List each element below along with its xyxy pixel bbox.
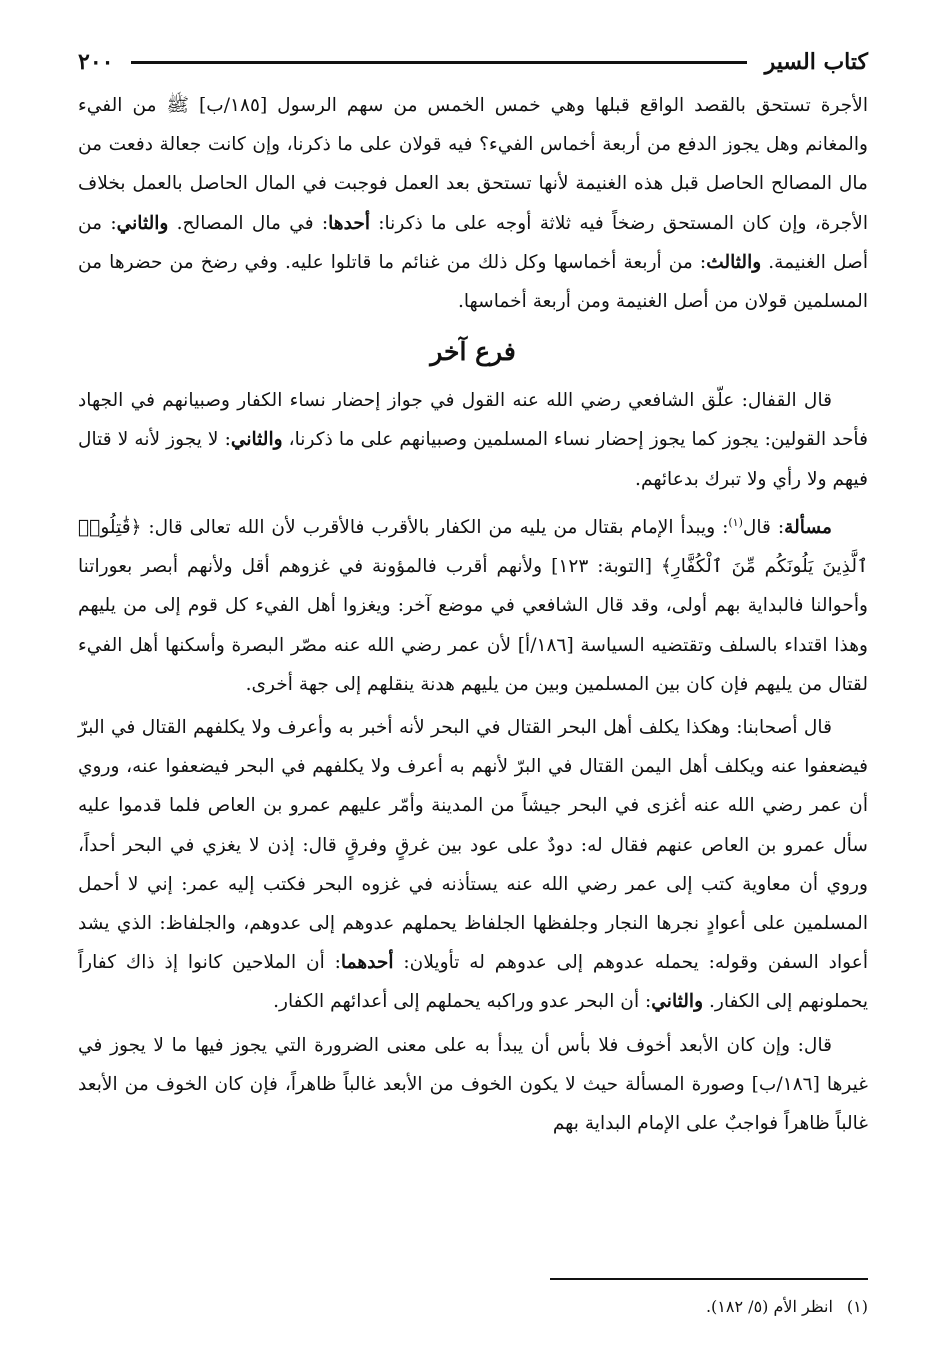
page-header: [78, 40, 868, 84]
p4-text-c: : أن الملاحين كانوا إذ ذاك كفاراً يحملونهم إلى الكفار.: [78, 952, 868, 1013]
p1-bold-2: والثاني: [116, 212, 169, 234]
page-number: ٢٠٠: [78, 49, 114, 75]
paragraph-5: [78, 1026, 868, 1144]
paragraph-2: [78, 381, 868, 499]
p1-text-c: : في مال المصالح.: [168, 212, 329, 234]
p3-text-c: : ويبدأ الإمام بقتال من يليه من الكفار بالأقرب فالأقرب لأن الله تعالى قال: ﴿قَٰتِلُوا۟ ٱلَّذِينَ يَلُونَكُم مِّنَ ٱلْكُفَّارِ﴾ [التوبة: ١٢٣] ولأنهم أقرب فالمؤونة في غزوهم أقل ولأنهم أبصر بعوراتنا وأحوالنا فالبداية بهم أولى، وقد قال الشافعي في موضع آخر: ويغزوا أهل الفيء كل قوم إلى من يليهم وهذا اقتداء بالسلف وتقتضيه السياسة [١٨٦/أ] لأن عمر رضي الله عنه مصّر البصرة وأسكنها أهل الفيء لقتال من يليهم فإن كان بين المسلمين وبين من يليهم هدنة ينقلهم إلى جهة أخرى.: [78, 517, 868, 695]
p4-text-a: قال أصحابنا: وهكذا يكلف أهل البحر القتال في البحر لأنه أخبر به وأعرف ولا يكلفهم القتال في البرّ فيضعفوا عنه ويكلف أهل اليمن القتال في البرّ لأنهم به أعرف ولا يكلفهم في البحر فيضعفوا عنه، وروي أن عمر رضي الله عنه أغزى في البحر جيشاً من المدينة وأمّر عليهم عمرو بن العاص فلما قدموا عليه سأل عمرو بن العاص عنهم فقال له: دودٌ على عود بين غرقٍ وفرقٍ قال: إذن لا يغزي في البحر أحداً، وروي أن معاوية كتب إلى عمر رضي الله عنه يستأذنه في غزوه البحر فكتب إليه عمر: إني لا أحمل المسلمين على أعوادٍ نجرها النجار وجلفظها الجلفاظ يحملهم عدوهم إلى عدوهم، والجلفاظ: الذي يشد أعواد السفن وقوله: يحمله عدوهم إلى عدوهم له تأويلان:: [78, 717, 868, 974]
p4-text-d: : أن البحر عدو وراكبه يحملهم إلى أعدائهم الكفار.: [273, 991, 652, 1013]
footnote-number: (١): [846, 1297, 868, 1316]
footnote-ref[interactable]: (١): [728, 515, 743, 529]
paragraph-4: [78, 708, 868, 1022]
p2-bold-1: والثاني: [230, 429, 283, 451]
p5-text-a: قال: وإن كان الأبعد أخوف فلا بأس أن يبدأ به على معنى الضرورة التي يجوز فيها ما لا يجوز في غيرها [١٨٦/ب] وصورة المسألة حيث لا يكون الخوف من الأبعد غالباً ظاهراً، فإن كان الخوف من الأبعد غالباً ظاهراً فواجبٌ على الإمام البداية بهم: [78, 1034, 868, 1135]
footnote-rule: [550, 1278, 868, 1280]
section-heading: فرع آخر: [430, 337, 516, 367]
p4-bold-1: أحدهما: [340, 952, 394, 974]
page: [78, 40, 868, 1340]
book-title: كتاب السير: [764, 49, 868, 75]
header-rule: [131, 61, 746, 64]
p4-bold-2: والثاني: [651, 991, 704, 1013]
paragraph-3: [78, 503, 868, 704]
p1-text-e: : من أربعة أخماسها وكل ذلك من غنائم ما قاتلوا عليه. وفي رضخ من حضرها من المسلمين قولان من أصل الغنيمة ومن أربعة أخماسها.: [78, 251, 868, 313]
p1-text-a: الأجرة تستحق بالقصد الواقع قبلها وهي خمس الخمس من سهم الرسول [١٨٥/ب] ﷺ من الفيء والمغانم وهل يجوز الدفع من أربعة أخماس الفيء؟ فيه قولان على ما ذكرنا، وإن كانت جعالة دفعت من مال المصالح الحاصل قبل هذه الغنيمة لأنها تستحق بعد العمل فوجبت في المال الحاصل بالعمل بخلاف الأجرة، وإن كان المستحق رضخاً فيه ثلاثة أوجه على ما ذكرنا:: [78, 95, 868, 234]
p2-text-c: : لا يجوز لأنه لا قتال فيهم ولا رأي ولا تبرك بدعائهم.: [78, 429, 868, 490]
footnote: [706, 1292, 868, 1322]
paragraph-1: [78, 86, 868, 321]
p1-bold-1: أحدها: [328, 212, 370, 234]
p3-text-a: : قال: [742, 517, 785, 539]
p1-text-d: : من أصل الغنيمة.: [78, 212, 869, 273]
footnote-text: انظر الأم (٥/ ١٨٢).: [705, 1297, 833, 1316]
p3-bold-1: مسألة: [784, 517, 832, 539]
p1-bold-3: والثالث: [706, 251, 762, 273]
page-body: [78, 86, 868, 1143]
p2-text-a: قال القفال: علّق الشافعي رضي الله عنه القول في جواز إحضار نساء الكفار وصبيانهم في الجهاد فأحد القولين: يجوز كما يجوز إحضار نساء المسلمين وصبيانهم على ما ذكرنا،: [78, 390, 868, 451]
